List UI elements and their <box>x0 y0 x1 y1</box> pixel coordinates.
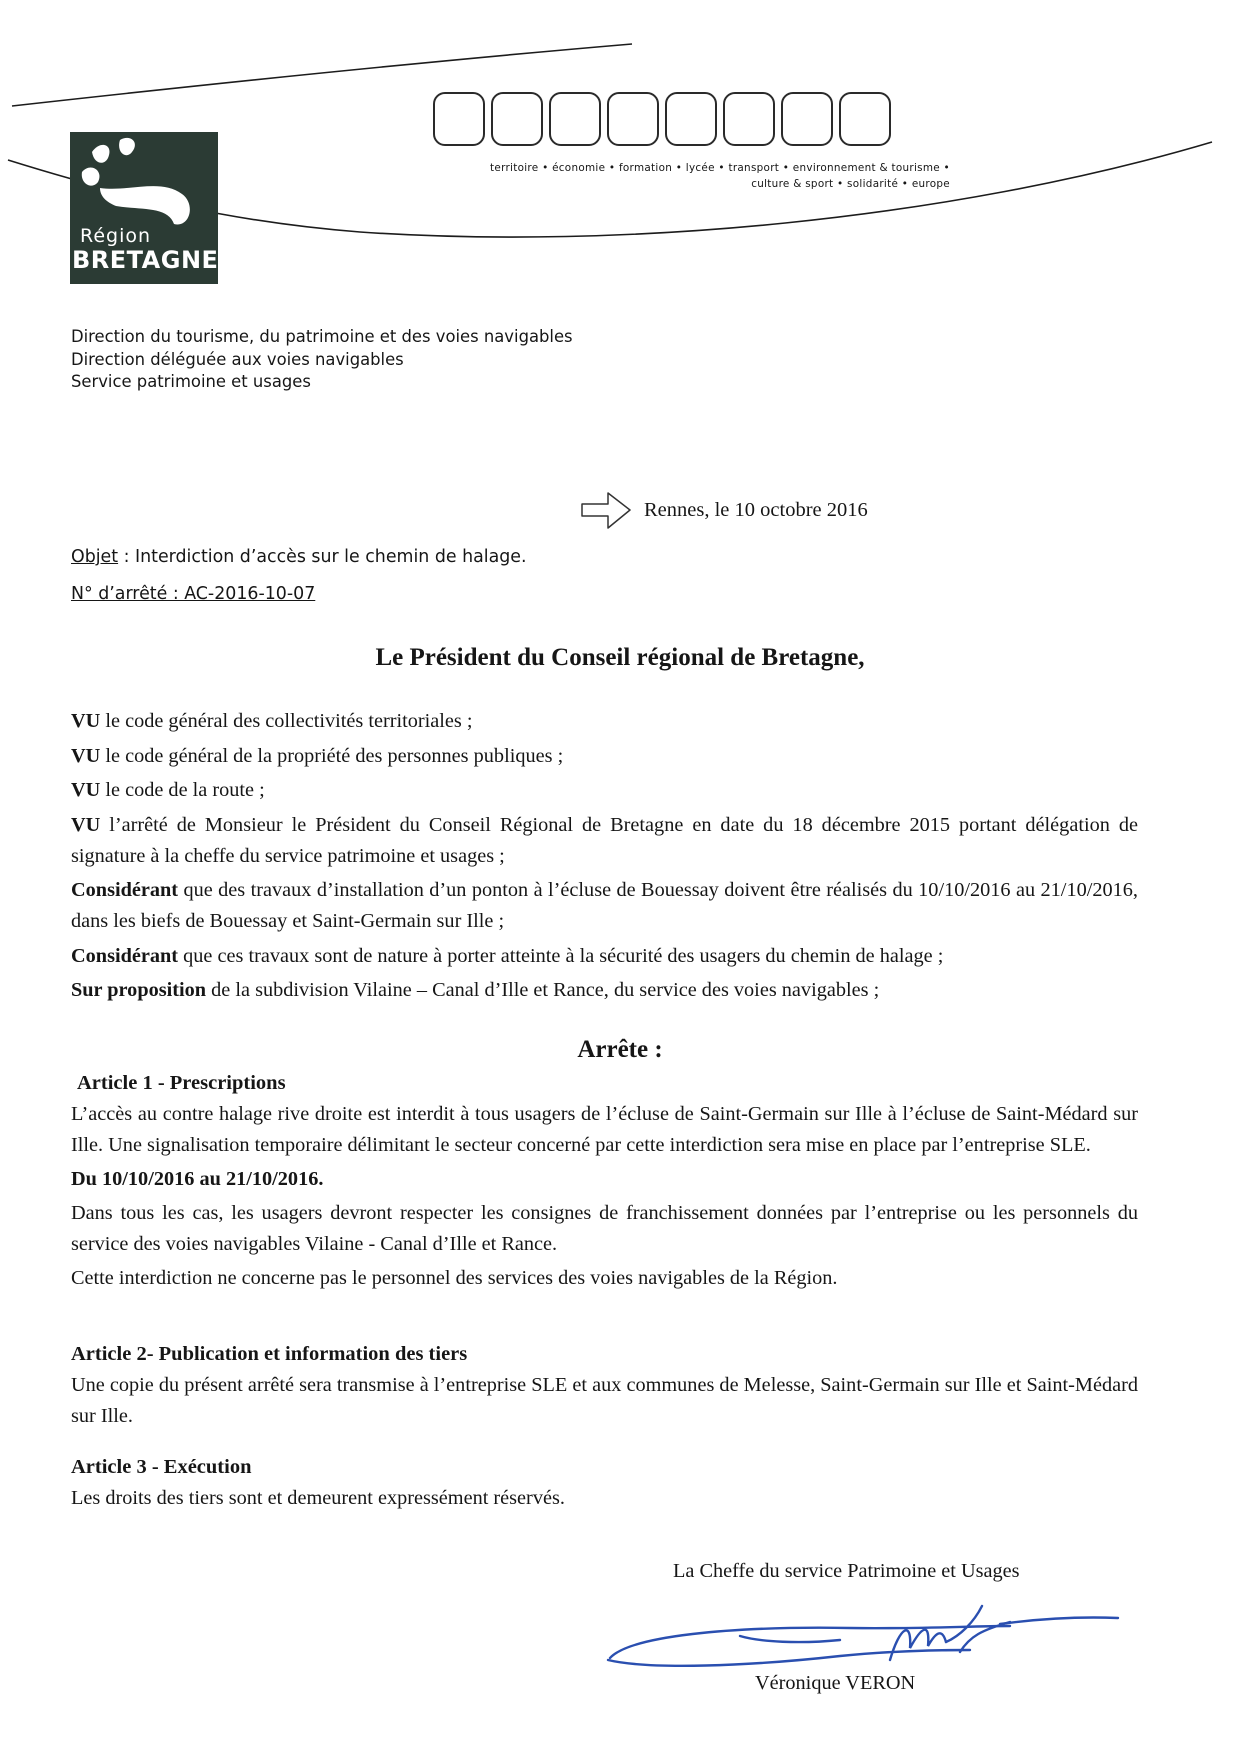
header-box <box>839 92 891 146</box>
header-box <box>491 92 543 146</box>
preamble-item: Considérant que des travaux d’installation d’un ponton à l’écluse de Bouessay doivent être réalisés du 10/10/2016 au 21/10/2016, dans les biefs de Bouessay et Saint-Germain sur Ille ; <box>71 879 1138 932</box>
preamble <box>71 706 1138 1010</box>
direction-line: Service patrimoine et usages <box>71 372 311 391</box>
header-box-row <box>433 92 891 146</box>
issuing-service <box>71 326 573 394</box>
handwritten-signature <box>590 1596 1130 1682</box>
article-3 <box>71 1452 1138 1514</box>
arrete-title: Arrête : <box>577 1036 663 1063</box>
preamble-item: VU l’arrêté de Monsieur le Président du Conseil Régional de Bretagne en date du 18 décembre 2015 portant délégation de signature à la cheffe du service patrimoine et usages ; <box>71 813 1138 867</box>
region-bretagne-logo-mark <box>70 132 218 284</box>
preamble-item: VU le code général de la propriété des personnes publiques ; <box>71 744 564 767</box>
themes-line1: territoire • économie • formation • lycée • transport • environnement & tourisme • <box>490 162 950 174</box>
article-2-paragraph: Une copie du présent arrêté sera transmise à l’entreprise SLE et aux communes de Melesse, Saint-Germain sur Ille et Saint-Médard sur Ille. <box>71 1374 1138 1427</box>
logo-line2: BRETAGNE <box>72 246 218 274</box>
header-box <box>607 92 659 146</box>
preamble-item: VU le code de la route ; <box>71 779 265 801</box>
themes-line2: culture & sport • solidarité • europe <box>751 178 950 190</box>
article-1-period: Du 10/10/2016 au 21/10/2016. <box>71 1168 324 1190</box>
article-1-heading: Article 1 - Prescriptions <box>77 1072 286 1094</box>
date-block <box>578 488 868 532</box>
direction-line: Direction du tourisme, du patrimoine et des voies navigables <box>71 327 573 346</box>
president-heading: Le Président du Conseil régional de Bretagne, <box>375 644 865 671</box>
arrete-number: N° d’arrêté : AC-2016-10-07 <box>71 584 316 604</box>
article-3-paragraph: Les droits des tiers sont et demeurent expressément réservés. <box>71 1487 565 1509</box>
document-date: Rennes, le 10 octobre 2016 <box>644 498 868 521</box>
header-box <box>723 92 775 146</box>
header-themes <box>430 160 950 192</box>
logo-line1: Région <box>80 225 152 247</box>
svg-text:BRETAGNE <box>72 246 218 274</box>
article-1-paragraph: Cette interdiction ne concerne pas le personnel des services des voies navigables de la Région. <box>71 1267 838 1289</box>
signatory-name: Véronique VERON <box>755 1672 916 1694</box>
header-box <box>781 92 833 146</box>
preamble-item: Sur proposition de la subdivision Vilaine – Canal d’Ille et Rance, du service des voies navigables ; <box>71 979 880 1001</box>
article-2-heading: Article 2- Publication et information des tiers <box>71 1343 468 1365</box>
objet-text: : Interdiction d’accès sur le chemin de halage. <box>118 547 527 567</box>
article-2 <box>71 1339 1138 1432</box>
objet-line <box>71 547 527 567</box>
article-1-paragraph: Dans tous les cas, les usagers devront respecter les consignes de franchissement données par l’entreprise ou les personnels du service des voies navigables Vilaine - Canal d’Ille et Rance. <box>71 1202 1138 1255</box>
preamble-item: Considérant que ces travaux sont de nature à porter atteinte à la sécurité des usagers du chemin de halage ; <box>71 944 944 967</box>
header-box <box>665 92 717 146</box>
arrow-right-icon <box>578 488 634 532</box>
svg-text:Région <box>80 225 151 247</box>
article-1 <box>71 1068 1138 1294</box>
signatory-title: La Cheffe du service Patrimoine et Usages <box>673 1560 1020 1582</box>
objet-label: Objet <box>71 547 119 567</box>
direction-line: Direction déléguée aux voies navigables <box>71 349 404 369</box>
preamble-item: VU le code général des collectivités territoriales ; <box>71 710 473 732</box>
article-3-heading: Article 3 - Exécution <box>71 1456 252 1478</box>
article-1-paragraph: L’accès au contre halage rive droite est interdit à tous usagers de l’écluse de Saint-Germain sur Ille à l’écluse de Saint-Médard sur Ille. Une signalisation temporaire délimitant le secteur concerné par cette interdiction sera mise en place par l’entreprise SLE. <box>71 1103 1138 1156</box>
header-box <box>549 92 601 146</box>
header-box <box>433 92 485 146</box>
region-bretagne-logo <box>70 132 218 284</box>
